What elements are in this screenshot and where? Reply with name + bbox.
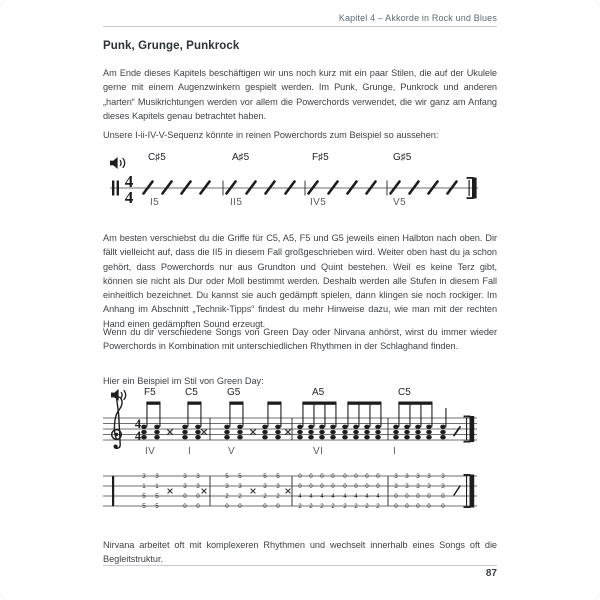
- svg-text:3: 3: [196, 473, 200, 481]
- svg-text:2: 2: [263, 493, 267, 501]
- svg-text:0: 0: [405, 493, 409, 501]
- svg-text:3: 3: [225, 483, 229, 491]
- svg-text:3: 3: [441, 483, 445, 491]
- paragraph-nirvana: Nirvana arbeitet oft mit komplexeren Rhythmen und wechselt innerhalb eines Songs oft die Begleitstruktur.: [103, 540, 497, 565]
- svg-text:0: 0: [298, 483, 302, 491]
- svg-text:3: 3: [142, 473, 146, 481]
- svg-text:5: 5: [142, 503, 146, 511]
- svg-text:0: 0: [427, 503, 431, 511]
- svg-text:0: 0: [405, 503, 409, 511]
- svg-text:0: 0: [376, 473, 380, 481]
- svg-text:3: 3: [238, 483, 242, 491]
- svg-text:0: 0: [331, 473, 335, 481]
- svg-text:5: 5: [263, 473, 267, 481]
- svg-text:0: 0: [320, 483, 324, 491]
- svg-text:3: 3: [427, 483, 431, 491]
- svg-text:2: 2: [343, 503, 347, 511]
- svg-text:0: 0: [196, 503, 200, 511]
- chord-label: F5: [144, 387, 156, 398]
- svg-text:0: 0: [416, 503, 420, 511]
- running-header: Kapitel 4 – Akkorde in Rock und Blues: [338, 13, 497, 23]
- svg-text:0: 0: [441, 503, 445, 511]
- svg-text:4: 4: [376, 493, 380, 501]
- svg-text:2: 2: [320, 503, 324, 511]
- roman-numeral-label: VI: [313, 446, 324, 457]
- svg-text:3: 3: [405, 483, 409, 491]
- svg-text:3: 3: [276, 483, 280, 491]
- svg-text:0: 0: [394, 493, 398, 501]
- header-rule: [103, 26, 497, 27]
- chord-label: F♯5: [312, 152, 329, 163]
- svg-text:3: 3: [263, 483, 267, 491]
- roman-numeral-label: IV5: [310, 197, 327, 208]
- roman-numeral-label: I: [188, 446, 192, 457]
- svg-text:2: 2: [225, 493, 229, 501]
- svg-text:0: 0: [263, 503, 267, 511]
- svg-text:0: 0: [238, 503, 242, 511]
- roman-numeral-label: IV: [145, 446, 156, 457]
- svg-text:5: 5: [225, 473, 229, 481]
- svg-text:3: 3: [183, 483, 187, 491]
- footer-rule: [103, 565, 497, 566]
- tab-lines: [100, 470, 512, 516]
- svg-text:0: 0: [183, 493, 187, 501]
- svg-text:0: 0: [331, 483, 335, 491]
- svg-text:2: 2: [298, 503, 302, 511]
- chord-label: G♯5: [393, 152, 412, 163]
- chord-label: A5: [312, 387, 325, 398]
- svg-text:1: 1: [142, 483, 146, 491]
- chord-label: C5: [398, 387, 411, 398]
- svg-text:4: 4: [124, 171, 134, 191]
- svg-text:0: 0: [365, 473, 369, 481]
- svg-text:2: 2: [376, 503, 380, 511]
- page-title: Punk, Grunge, Punkrock: [103, 40, 240, 52]
- paragraph-shift-tip: Am besten verschiebst du die Griffe für C5, A5, F5 und G5 jeweils einen Halbton nach oben. Dir fällt vielleicht auf, dass die II5 in diesem Fall großgeschrieben wird. Weiter oben hast du ja schon gehört, dass Powerchords nur aus Grundton und Quint bestehen. Weil es keine Terz gibt, können sie nicht als Dur oder Moll bestimmt werden. Deshalb werden alle Stufen in diesem Fall einheitlich bezeichnet. Du kannst sie auch gedämpft spielen, dann klingen sie noch rockiger. Im Anhang im Abschnitt „Technik-Tipps“ findest du mehr Hinweise dazu, wie man mit der rechten Hand einen gedämpften Sound erzeugt.: [103, 233, 497, 329]
- svg-text:3: 3: [416, 473, 420, 481]
- svg-text:5: 5: [155, 503, 159, 511]
- roman-numeral-label: V5: [393, 197, 407, 208]
- music-example-greenday-style: [100, 386, 512, 466]
- roman-numeral-label: II5: [230, 197, 243, 208]
- svg-text:4: 4: [309, 493, 313, 501]
- svg-text:4: 4: [320, 493, 324, 501]
- svg-text:2: 2: [276, 493, 280, 501]
- svg-text:4: 4: [134, 416, 142, 431]
- svg-text:0: 0: [376, 483, 380, 491]
- svg-text:2: 2: [331, 503, 335, 511]
- svg-text:0: 0: [354, 473, 358, 481]
- chord-label: C5: [185, 387, 198, 398]
- page-number: 87: [485, 568, 497, 579]
- svg-text:0: 0: [394, 503, 398, 511]
- svg-text:0: 0: [276, 503, 280, 511]
- svg-text:4: 4: [124, 188, 134, 207]
- svg-text:0: 0: [416, 493, 420, 501]
- svg-text:0: 0: [320, 473, 324, 481]
- svg-text:0: 0: [354, 483, 358, 491]
- roman-numeral-label: I5: [150, 197, 160, 208]
- svg-text:3: 3: [394, 483, 398, 491]
- svg-text:4: 4: [331, 493, 335, 501]
- music-example-powerchord-sequence: [100, 148, 512, 216]
- roman-numeral-label: I: [393, 446, 397, 457]
- svg-text:3: 3: [416, 483, 420, 491]
- svg-text:5: 5: [238, 473, 242, 481]
- svg-text:0: 0: [196, 493, 200, 501]
- svg-text:4: 4: [343, 493, 347, 501]
- svg-text:3: 3: [196, 483, 200, 491]
- roman-numeral-label: V: [228, 446, 236, 457]
- svg-text:1: 1: [155, 483, 159, 491]
- svg-text:0: 0: [427, 493, 431, 501]
- svg-text:0: 0: [343, 473, 347, 481]
- svg-text:3: 3: [183, 473, 187, 481]
- svg-text:2: 2: [238, 493, 242, 501]
- svg-text:4: 4: [298, 493, 302, 501]
- svg-text:3: 3: [441, 473, 445, 481]
- svg-text:3: 3: [405, 473, 409, 481]
- svg-text:0: 0: [441, 493, 445, 501]
- svg-text:0: 0: [365, 483, 369, 491]
- paragraph-greenday-intro: Hier ein Beispiel im Stil von Green Day:: [103, 376, 264, 387]
- svg-text:3: 3: [427, 473, 431, 481]
- svg-text:5: 5: [276, 473, 280, 481]
- svg-text:0: 0: [298, 473, 302, 481]
- standard-notation-staff: [100, 386, 512, 466]
- svg-text:4: 4: [134, 428, 142, 443]
- chord-label: C♯5: [148, 152, 166, 163]
- svg-text:0: 0: [225, 503, 229, 511]
- svg-text:2: 2: [354, 503, 358, 511]
- chord-label: A♯5: [232, 152, 250, 163]
- paragraph-intro: Am Ende dieses Kapitels beschäftigen wir uns noch kurz mit ein paar Stilen, die auf der Ukulele gerne mit einem Augenzwinkern gespielt werden. Im Punk, Grunge, Punkrock und anderen „harten“ Musikrichtungen werden vor allem die Powerchords verwendet, die wir ganz am Anfang dieses Kapitels genau betrachtet haben.: [103, 68, 497, 121]
- svg-text:3: 3: [155, 473, 159, 481]
- chord-label: G5: [227, 387, 241, 398]
- tablature-staff: [100, 470, 512, 516]
- svg-text:4: 4: [354, 493, 358, 501]
- paragraph-sequence-intro: Unsere I-ii-IV-V-Sequenz könnte in reinen Powerchords zum Beispiel so aussehen:: [103, 130, 439, 141]
- svg-text:2: 2: [309, 503, 313, 511]
- svg-text:0: 0: [183, 503, 187, 511]
- svg-text:0: 0: [309, 473, 313, 481]
- svg-text:0: 0: [309, 483, 313, 491]
- paragraph-songs: Wenn du dir verschiedene Songs von Green Day oder Nirvana anhörst, wirst du immer wieder Powerchords in Kombination mit unterschiedlichen Rhythmen in der Schlaghand finden.: [103, 327, 497, 352]
- svg-text:5: 5: [155, 493, 159, 501]
- svg-text:5: 5: [142, 493, 146, 501]
- svg-text:4: 4: [365, 493, 369, 501]
- svg-text:0: 0: [343, 483, 347, 491]
- svg-text:2: 2: [365, 503, 369, 511]
- svg-text:3: 3: [394, 473, 398, 481]
